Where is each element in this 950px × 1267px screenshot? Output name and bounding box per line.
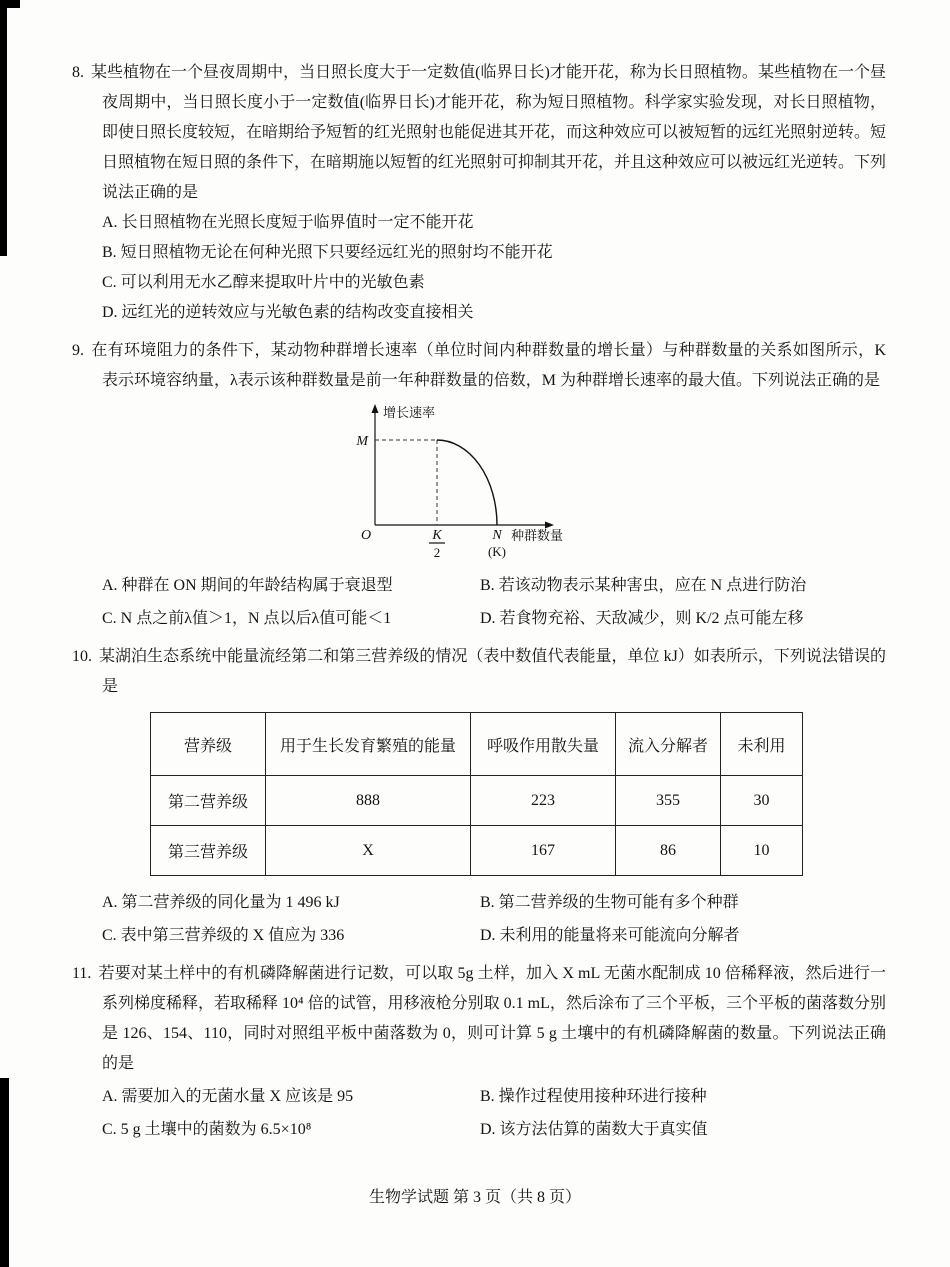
question-10-option-c: C. 表中第三营养级的 X 值应为 336	[102, 927, 345, 944]
question-9	[72, 336, 886, 634]
page-footer	[0, 1184, 950, 1207]
question-9-option-b: B. 若该动物表示某种害虫，应在 N 点进行防治	[480, 577, 807, 594]
table-header-decomposers: 流入分解者	[616, 713, 721, 776]
question-9-option-d: D. 若食物充裕、天敌减少，则 K/2 点可能左移	[480, 610, 804, 627]
table-cell: 第三营养级	[151, 826, 266, 876]
table-row-second-trophic	[151, 776, 803, 826]
table-header-row	[151, 713, 803, 776]
max-rate-label: M	[356, 434, 368, 449]
question-8-options	[72, 208, 886, 328]
question-10-option-d: D. 未利用的能量将来可能流向分解者	[480, 927, 740, 944]
table-cell: X	[266, 826, 471, 876]
question-8-option-c: C. 可以利用无水乙醇来提取叶片中的光敏色素	[102, 274, 425, 291]
question-10-options	[102, 888, 886, 951]
page-content	[72, 58, 886, 1153]
question-11-option-b: B. 操作过程使用接种环进行接种	[480, 1088, 707, 1105]
question-9-text: 在有环境阻力的条件下，某动物种群增长速率（单位时间内种群数量的增长量）与种群数量的关系如图所示，K 表示环境容纳量，λ表示该种群数量是前一年种群数量的倍数，M 为种群增长速率的最大值。下列说法正确的是	[91, 342, 886, 389]
question-10-number: 10.	[72, 648, 92, 665]
question-9-body	[72, 400, 886, 634]
scan-artifact-top-left	[0, 0, 7, 256]
table-cell: 30	[721, 776, 803, 826]
question-10-stem	[72, 642, 886, 702]
y-axis-label: 增长速率	[383, 405, 436, 420]
table-cell: 10	[721, 826, 803, 876]
question-10	[72, 642, 886, 951]
question-11-number: 11.	[72, 965, 92, 982]
table-header-unused: 未利用	[721, 713, 803, 776]
origin-label: O	[360, 528, 372, 543]
table-cell: 355	[616, 776, 721, 826]
k-over-2-numerator: K	[432, 528, 442, 543]
q10-energy-table	[150, 712, 803, 876]
n-point-label: N	[492, 528, 502, 543]
question-8-option-a: A. 长日照植物在光照长度短于临界值时一定不能开花	[102, 214, 474, 231]
question-9-option-a: A. 种群在 ON 期间的年龄结构属于衰退型	[102, 577, 393, 594]
table-header-trophic-level: 营养级	[151, 713, 266, 776]
growth-rate-curve	[437, 440, 497, 525]
question-10-option-b: B. 第二营养级的生物可能有多个种群	[480, 894, 739, 911]
question-10-text: 某湖泊生态系统中能量流经第二和第三营养级的情况（表中数值代表能量，单位 kJ）如表所示，下列说法错误的是	[99, 648, 886, 695]
table-cell: 223	[471, 776, 616, 826]
q9-growth-rate-graph	[335, 400, 585, 562]
question-9-stem	[72, 336, 886, 396]
question-11-option-d: D. 该方法估算的菌数大于真实值	[480, 1121, 708, 1138]
footer-text: 生物学试题 第 3 页（共 8 页）	[368, 1189, 581, 1206]
question-11	[72, 959, 886, 1145]
scan-artifact-top-corner	[0, 0, 20, 8]
y-axis-arrow	[372, 404, 379, 413]
question-11-stem	[72, 959, 886, 1079]
scan-artifact-bottom-left	[0, 1078, 9, 1267]
table-cell: 167	[471, 826, 616, 876]
question-11-option-c: C. 5 g 土壤中的菌数为 6.5×10⁸	[102, 1121, 312, 1138]
question-8-text: 某些植物在一个昼夜周期中，当日照长度大于一定数值(临界日长)才能开花，称为长日照植物。某些植物在一个昼夜周期中，当日照长度小于一定数值(临界日长)才能开花，称为短日照植物。科学家实验发现，对长日照植物，即使日照长度较短，在暗期给予短暂的红光照射也能促进其开花，而这种效应可以被短暂的远红光照射逆转。短日照植物在短日照的条件下，在暗期施以短暂的红光照射可抑制其开花，并且这种效应可以被远红光逆转。下列说法正确的是	[91, 64, 887, 201]
x-axis-label: 种群数量	[511, 528, 564, 543]
question-11-body	[72, 1082, 886, 1145]
question-10-option-a: A. 第二营养级的同化量为 1 496 kJ	[102, 894, 340, 911]
question-8-stem	[72, 58, 886, 208]
question-8-number: 8.	[72, 64, 84, 81]
q9-figure	[335, 400, 886, 567]
question-11-option-a: A. 需要加入的无菌水量 X 应该是 95	[102, 1088, 354, 1105]
question-10-body	[72, 712, 886, 951]
k-over-2-denominator: 2	[433, 545, 441, 560]
question-9-option-c: C. N 点之前λ值＞1，N 点以后λ值可能＜1	[102, 610, 392, 627]
table-cell: 第二营养级	[151, 776, 266, 826]
table-cell: 888	[266, 776, 471, 826]
question-9-number: 9.	[72, 342, 84, 359]
question-9-options	[102, 571, 886, 634]
question-8-option-b: B. 短日照植物无论在何种光照下只要经远红光的照射均不能开花	[102, 244, 553, 261]
k-paren-label: (K)	[487, 544, 507, 559]
question-8	[72, 58, 886, 328]
table-row-third-trophic	[151, 826, 803, 876]
question-11-text: 若要对某土样中的有机磷降解菌进行记数，可以取 5g 土样，加入 X mL 无菌水配制成 10 倍稀释液，然后进行一系列梯度稀释，若取稀释 10⁴ 倍的试管，用移液枪分别取 0.1 mL，然后涂布了三个平板，三个平板的菌落数分别是 126、154、110，同时对照组平板中菌落数为 0，则可计算 5 g 土壤中的有机磷降解菌的数量。下列说法正确的是	[98, 965, 886, 1072]
question-11-options	[102, 1082, 886, 1145]
table-header-growth-energy: 用于生长发育繁殖的能量	[266, 713, 471, 776]
table-header-respiration: 呼吸作用散失量	[471, 713, 616, 776]
question-8-option-d: D. 远红光的逆转效应与光敏色素的结构改变直接相关	[102, 304, 474, 321]
table-cell: 86	[616, 826, 721, 876]
